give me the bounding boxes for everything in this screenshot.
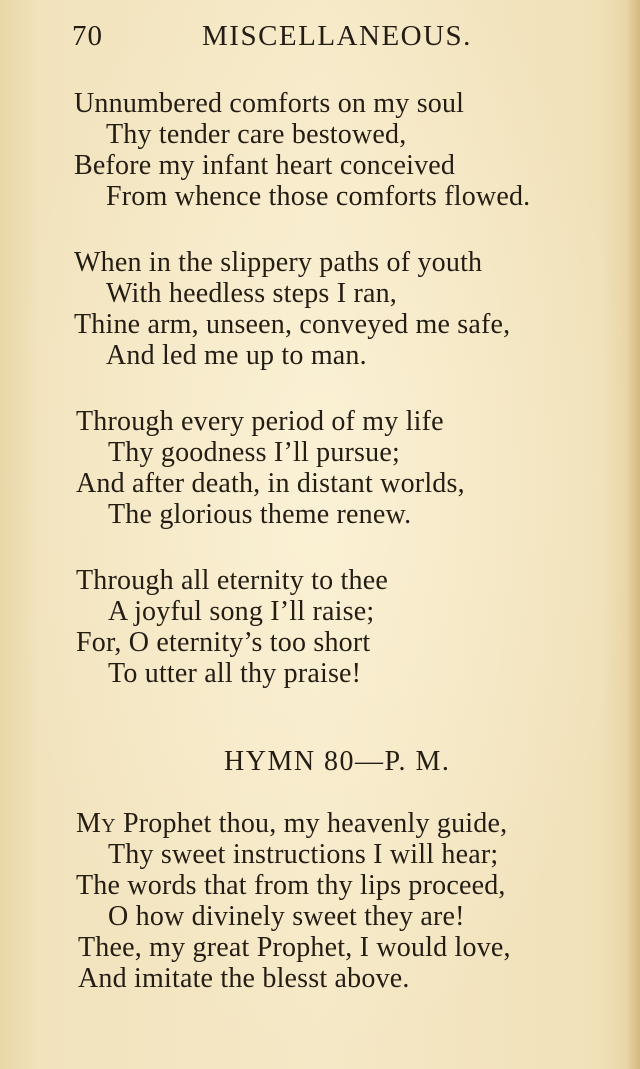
verse-line: Through all eternity to thee [76, 565, 388, 596]
hymn-title: HYMN 80—P. M. [224, 746, 451, 777]
verse-line: For, O eternity’s too short [76, 627, 371, 658]
verse-line: Thee, my great Prophet, I would love, [78, 932, 511, 963]
verse-line: Before my infant heart conceived [74, 150, 456, 181]
page-edge-shading [626, 0, 640, 1069]
verse-line: To utter all thy praise! [108, 658, 362, 689]
verse-line: Thy goodness I’ll pursue; [108, 437, 400, 468]
verse-line: And led me up to man. [106, 340, 367, 371]
verse-line: Thy tender care bestowed, [106, 119, 407, 150]
verse-line: A joyful song I’ll raise; [108, 596, 375, 627]
verse-line: From whence those comforts flowed. [106, 181, 531, 212]
verse-line: With heedless steps I ran, [106, 278, 397, 309]
verse-line: The words that from thy lips proceed, [76, 870, 506, 901]
first-line-text: Prophet thou, my heavenly guide, [115, 808, 508, 839]
verse-line: The glorious theme renew. [108, 499, 412, 530]
verse-line-first [76, 808, 507, 840]
page-header [72, 20, 512, 60]
verse-line: O how divinely sweet they are! [108, 901, 465, 932]
verse-line: Thy sweet instructions I will hear; [108, 839, 499, 870]
verse-line: Through every period of my life [76, 406, 444, 437]
verse-line: And imitate the blesst above. [78, 963, 410, 994]
verse-line: Unnumbered comforts on my soul [74, 88, 465, 119]
verse-line: Thine arm, unseen, conveyed me safe, [74, 309, 511, 340]
running-head: MISCELLANEOUS. [202, 20, 472, 52]
page-number: 70 [72, 20, 103, 52]
verse-line: When in the slippery paths of youth [74, 247, 483, 278]
drop-word: My [76, 808, 116, 839]
verse-line: And after death, in distant worlds, [76, 468, 465, 499]
